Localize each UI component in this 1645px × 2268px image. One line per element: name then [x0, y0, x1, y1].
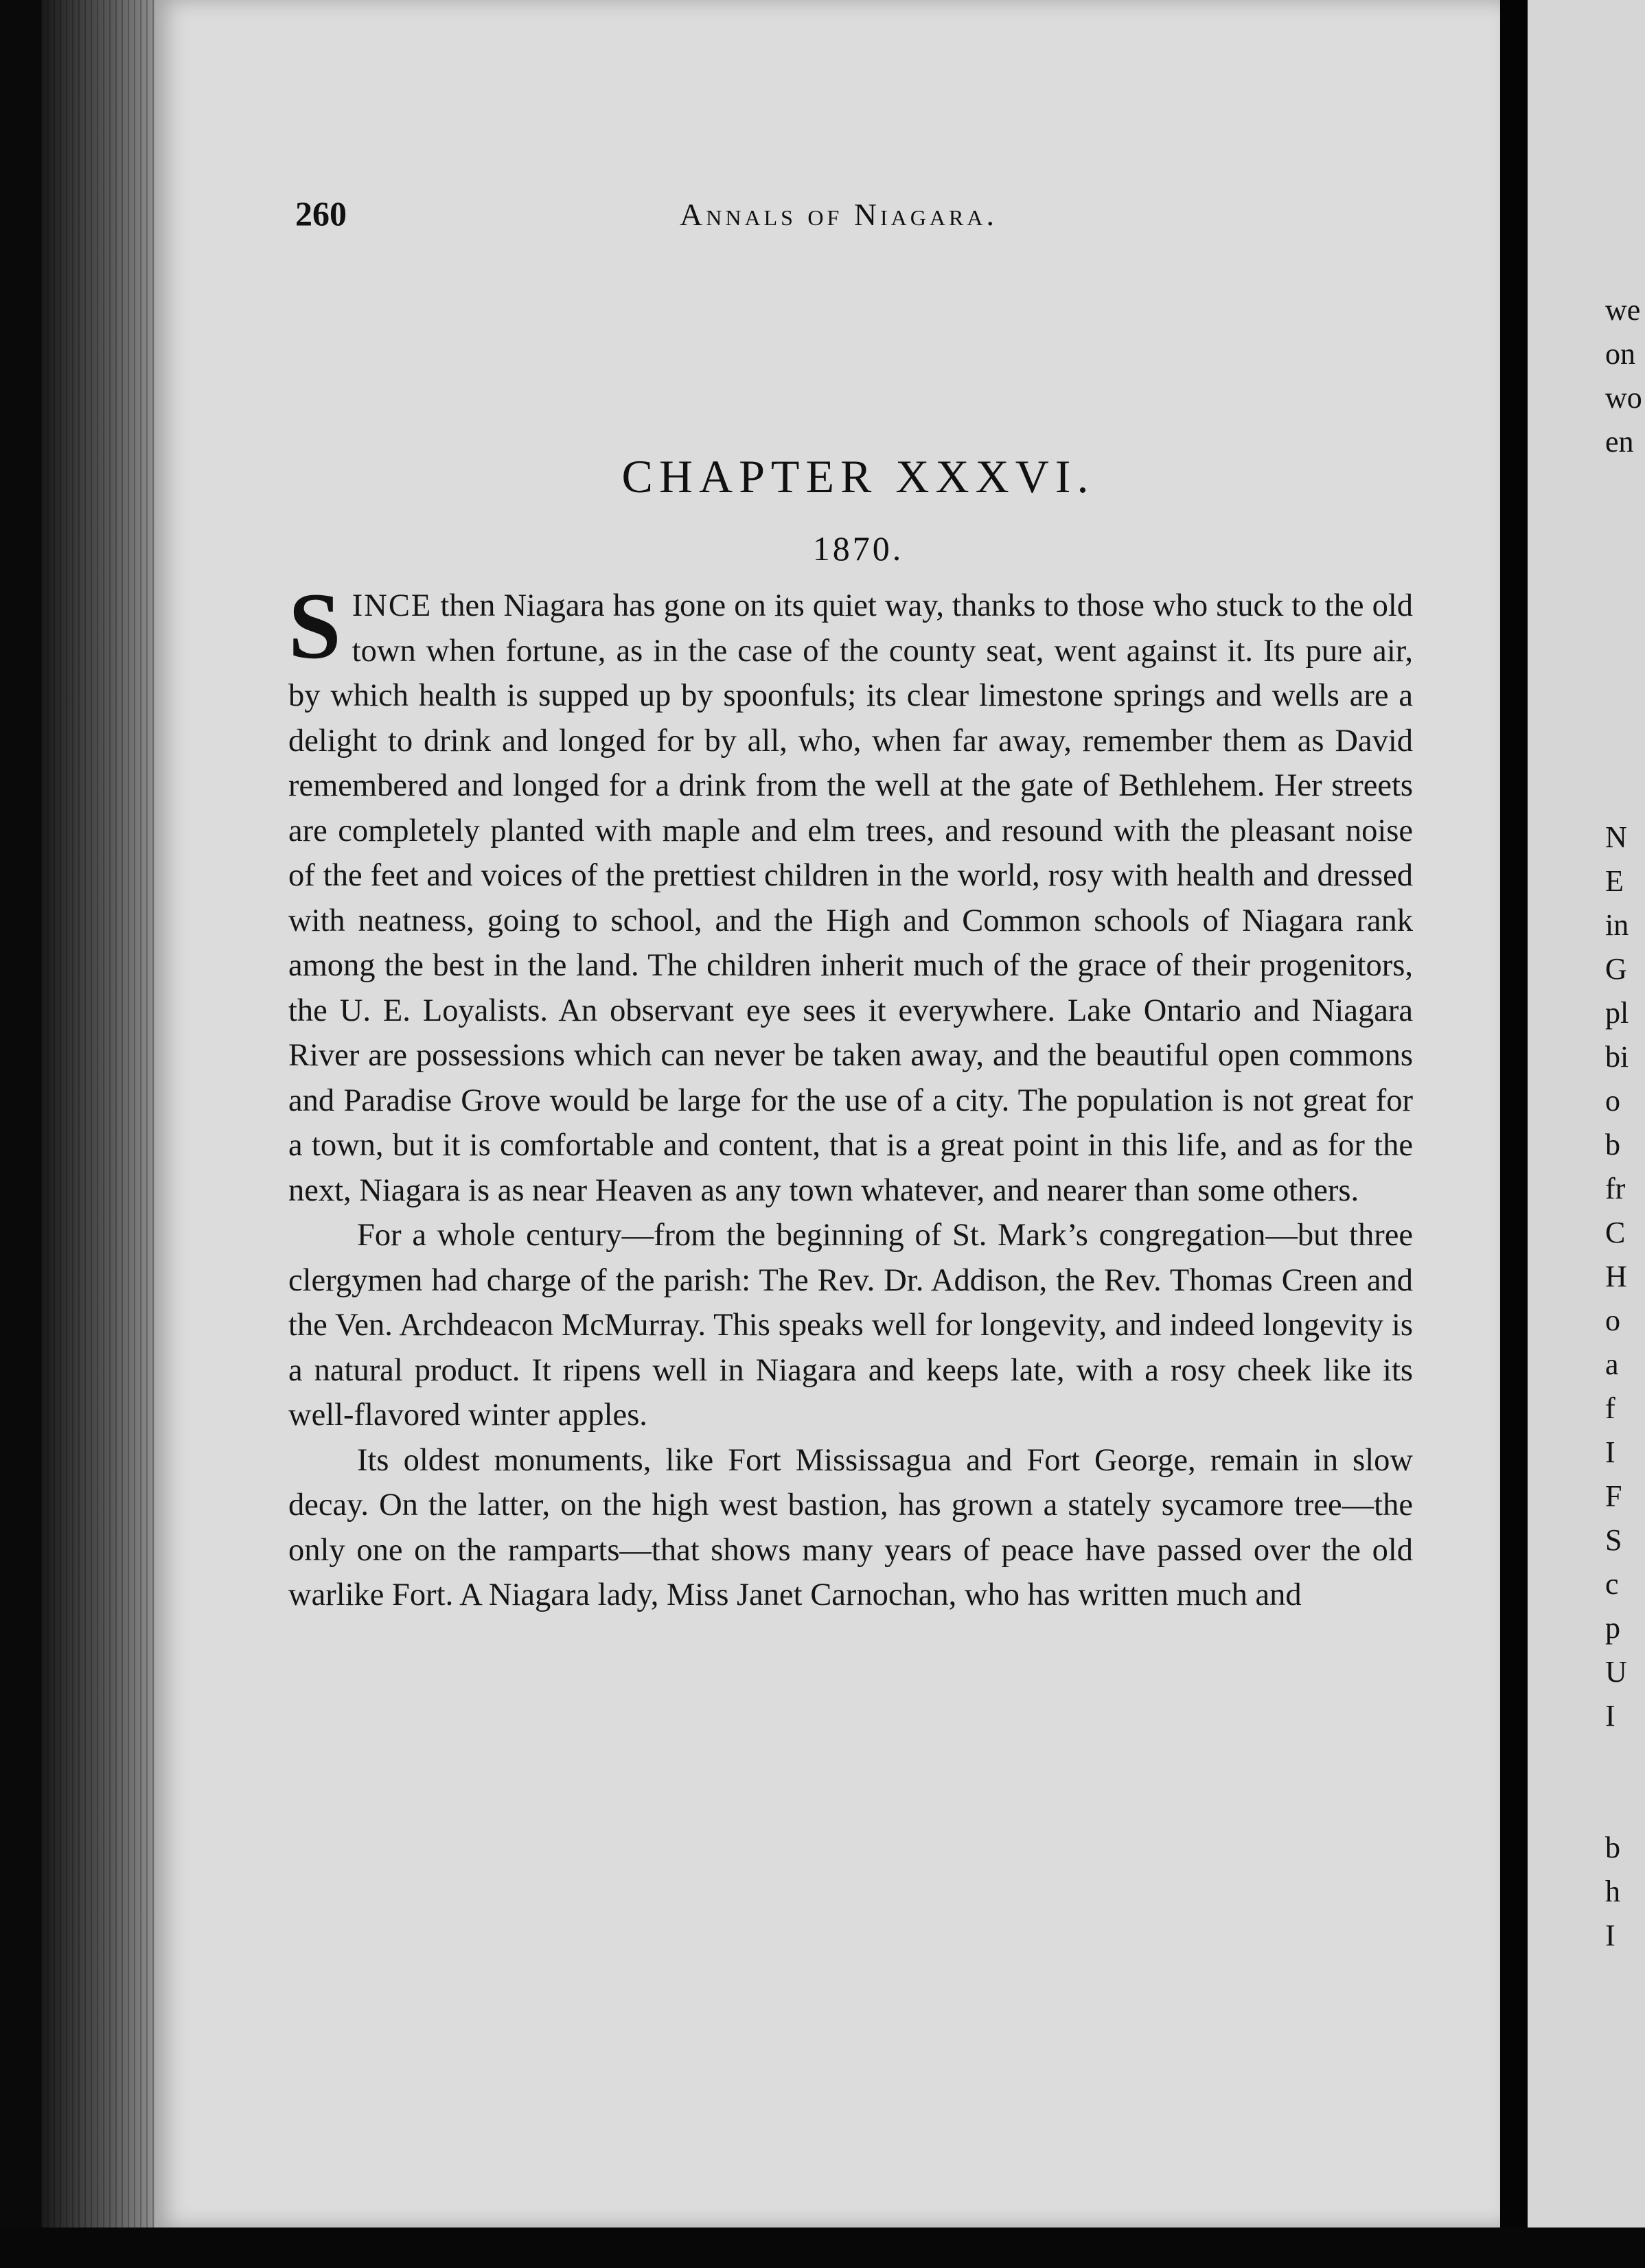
facing-fragment: U — [1605, 1655, 1627, 1689]
page-number: 260 — [295, 194, 347, 233]
chapter-year: 1870. — [812, 529, 904, 568]
facing-page-margin-fragments — [1605, 815, 1629, 1958]
facing-fragment: c — [1605, 1567, 1619, 1601]
facing-fragment: b — [1605, 1831, 1620, 1864]
book-page-edges — [41, 0, 159, 2268]
facing-fragment: o — [1605, 1084, 1620, 1118]
facing-fragment: o — [1605, 1304, 1620, 1337]
facing-fragment: bi — [1605, 1040, 1629, 1074]
facing-fragment: N — [1605, 820, 1627, 854]
paragraph-1 — [288, 573, 1413, 1213]
facing-fragment: I — [1605, 1435, 1615, 1469]
facing-fragment: we — [1605, 293, 1641, 327]
scan-bottom-border — [0, 2228, 1645, 2268]
facing-fragment: S — [1605, 1523, 1622, 1557]
paragraph-2: For a whole century—from the beginning of St. Mark’s congregation—but three clergymen had charge of the parish: The Rev. Dr. Addison, the Rev. Thomas Creen and the Ven. Archdeacon McMurray. This speaks well for longevity, and indeed longevity is a natural product. It ripens well in Niagara and keeps late, with a rosy cheek like its well-flavored winter apples. — [288, 1218, 1413, 1433]
facing-page-top-fragments — [1605, 288, 1642, 464]
facing-fragment: en — [1605, 425, 1634, 459]
gutter — [1500, 0, 1528, 2268]
facing-fragment: F — [1605, 1479, 1622, 1513]
facing-fragment: C — [1605, 1216, 1626, 1249]
facing-fragment — [1605, 1782, 1629, 1826]
running-title: Annals of Niagara. — [680, 197, 998, 232]
paragraph-1-lead: INCE — [352, 588, 433, 623]
drop-cap: S — [288, 573, 341, 678]
facing-fragment: H — [1605, 1260, 1627, 1293]
facing-fragment: wo — [1605, 381, 1642, 415]
facing-fragment: pl — [1605, 996, 1629, 1030]
facing-fragment: G — [1605, 952, 1627, 986]
facing-fragment: fr — [1605, 1172, 1626, 1205]
facing-fragment: I — [1605, 1699, 1615, 1733]
facing-fragment — [1605, 1738, 1629, 1782]
chapter-heading: CHAPTER XXXVI. — [621, 450, 1095, 502]
paragraph-1-text: then Niagara has gone on its quiet way, thanks to those who stuck to the old town when fortune, as in the case of the county seat, went against it. Its pure air, by which health is supped up by spoonfuls; its clear limestone springs and wells are a delight to drink and longed for by all, who, when far away, remember them as David remembered and longed for a drink from the well at the gate of Bethlehem. Her streets are completely planted with maple and elm trees, and resound with the pleasant noise of the feet and voices of the prettiest children in the world, rosy with health and dressed with neatness, going to school, and the High and Common schools of Niagara rank among the best in the land. The children inherit much of the grace of their progenitors, the U. E. Loyalists. An observant eye sees it everywhere. Lake Ontario and Niagara River are possessions which can never be taken away, and the beautiful open commons and Paradise Grove would be large for the use of a city. The population is not great for a town, but it is comfortable and content, that is a great point in this life, and as for the next, Niagara is as near Heaven as any town whatever, and nearer than some others. — [288, 588, 1413, 1208]
body-text — [288, 573, 1413, 1618]
facing-fragment: on — [1605, 337, 1635, 371]
facing-fragment: I — [1605, 1919, 1615, 1952]
facing-fragment: E — [1605, 864, 1624, 898]
facing-fragment: in — [1605, 908, 1629, 942]
facing-fragment: p — [1605, 1611, 1620, 1645]
running-head — [295, 194, 1037, 235]
facing-fragment: f — [1605, 1391, 1615, 1425]
facing-fragment: a — [1605, 1347, 1619, 1381]
facing-fragment: h — [1605, 1875, 1620, 1908]
facing-fragment: b — [1605, 1128, 1620, 1161]
paragraph-3: Its oldest monuments, like Fort Mississagua and Fort George, remain in slow decay. On the latter, on the high west bastion, has grown a stately sycamore tree—the only one on the ramparts—that shows many years of peace have passed over the old warlike Fort. A Niagara lady, Miss Janet Carnochan, who has written much and — [288, 1442, 1413, 1612]
